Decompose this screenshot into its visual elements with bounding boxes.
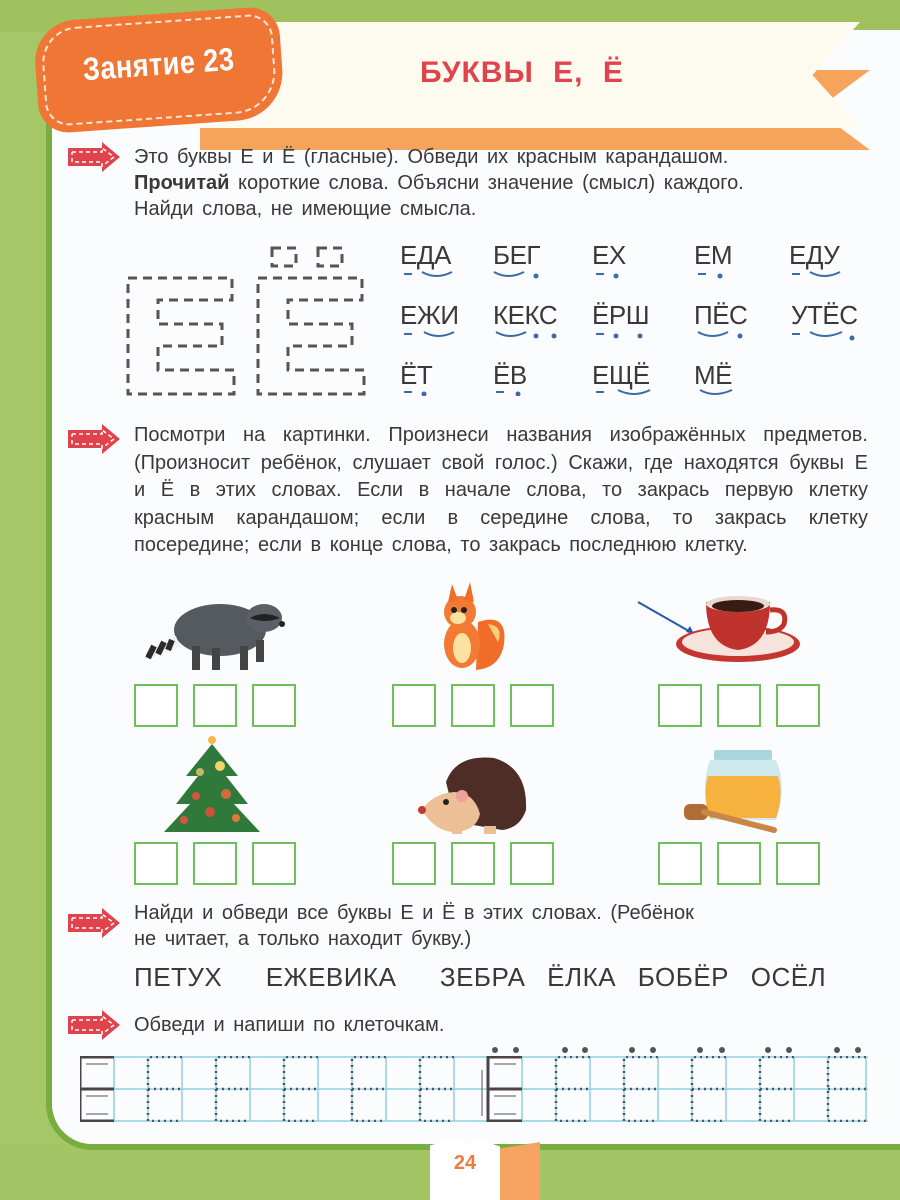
task1-instructions xyxy=(134,144,868,222)
answer-cell[interactable] xyxy=(193,684,237,727)
answer-cell[interactable] xyxy=(717,842,761,885)
word: ЕДУ xyxy=(789,240,840,270)
hedgehog-picture xyxy=(416,752,532,838)
answer-cells xyxy=(392,684,554,727)
answer-cell[interactable] xyxy=(658,842,702,885)
honey-jar-picture xyxy=(684,746,784,836)
task1-line2 xyxy=(134,170,868,196)
answer-cell[interactable] xyxy=(510,684,554,727)
word: ЁРШ xyxy=(592,300,650,330)
trace-letters-e-yo xyxy=(120,238,380,408)
task1-line2-rest: короткие слова. Объясни значение (смысл) каждого. xyxy=(229,172,744,194)
task1-line1: Это буквы Е и Ё (гласные). Обведи их красным карандашом. xyxy=(134,146,729,168)
cup-and-saucer-picture xyxy=(636,594,806,666)
answer-cell[interactable] xyxy=(252,684,296,727)
answer-cell[interactable] xyxy=(451,684,495,727)
answer-cell[interactable] xyxy=(392,684,436,727)
task3-instructions xyxy=(134,900,868,952)
word: БЕГ xyxy=(493,240,540,270)
word: КЕКС xyxy=(493,300,558,330)
answer-cells xyxy=(134,684,296,727)
find-letters-words: ПЕТУХ ЕЖЕВИКА ЗЕБРА ЁЛКА БОБЁР ОСЁЛ xyxy=(134,962,827,992)
answer-cell[interactable] xyxy=(252,842,296,885)
answer-cell[interactable] xyxy=(717,684,761,727)
handwriting-practice-grid[interactable] xyxy=(80,1056,868,1122)
task1-bold-word: Прочитай xyxy=(134,172,230,194)
answer-cells xyxy=(658,684,820,727)
answer-cell[interactable] xyxy=(510,842,554,885)
answer-cell[interactable] xyxy=(776,684,820,727)
lesson-label: Занятие 23 xyxy=(81,40,236,88)
raccoon-picture xyxy=(140,588,290,674)
answer-cell[interactable] xyxy=(193,842,237,885)
task-arrow-icon xyxy=(66,1010,122,1040)
task1-line3: Найди слова, не имеющие смысла. xyxy=(134,198,477,220)
word: УТЁС xyxy=(791,300,858,330)
word: ЕХ xyxy=(592,240,626,270)
word: ЕМ xyxy=(694,240,732,270)
word: МЁ xyxy=(694,360,733,390)
word: ПЁС xyxy=(694,300,748,330)
page-number: 24 xyxy=(453,1152,477,1174)
task-arrow-icon xyxy=(66,908,122,938)
answer-cells xyxy=(658,842,820,885)
page-title: БУКВЫ Е, Ё xyxy=(420,56,624,89)
squirrel-picture xyxy=(432,582,512,676)
answer-cells xyxy=(134,842,296,885)
word: ЁТ xyxy=(400,360,433,390)
word: ЕДА xyxy=(400,240,451,270)
christmas-tree-picture xyxy=(160,732,264,836)
answer-cell[interactable] xyxy=(776,842,820,885)
task3-line2: не читает, а только находит букву.) xyxy=(134,928,472,950)
syllable-marks xyxy=(390,266,870,396)
task4-instructions: Обведи и напиши по клеточкам. xyxy=(134,1014,445,1036)
word: ЕЖИ xyxy=(400,300,459,330)
yo-dots xyxy=(480,1044,880,1056)
lesson-badge xyxy=(32,6,285,135)
answer-cell[interactable] xyxy=(451,842,495,885)
task-arrow-icon xyxy=(66,142,122,172)
answer-cell[interactable] xyxy=(658,684,702,727)
task-arrow-icon xyxy=(66,424,122,454)
word: ЁВ xyxy=(493,360,527,390)
answer-cell[interactable] xyxy=(392,842,436,885)
task2-instructions: Посмотри на картинки. Произнеси названия изображённых предметов. (Произносит ребёнок, слушает свой голос.) Скажи, где находятся буквы Е и Ё в этих словах. Если в начале слова, то закрась первую клетку красным карандашом; если в середине слова, то закрась клетку посередине; если в конце слова, то закрась последнюю клетку. xyxy=(134,424,868,556)
answer-cell[interactable] xyxy=(134,684,178,727)
answer-cells xyxy=(392,842,554,885)
word: ЕЩЁ xyxy=(592,360,650,390)
answer-cell[interactable] xyxy=(134,842,178,885)
task3-line1: Найди и обведи все буквы Е и Ё в этих словах. (Ребёнок xyxy=(134,902,694,924)
